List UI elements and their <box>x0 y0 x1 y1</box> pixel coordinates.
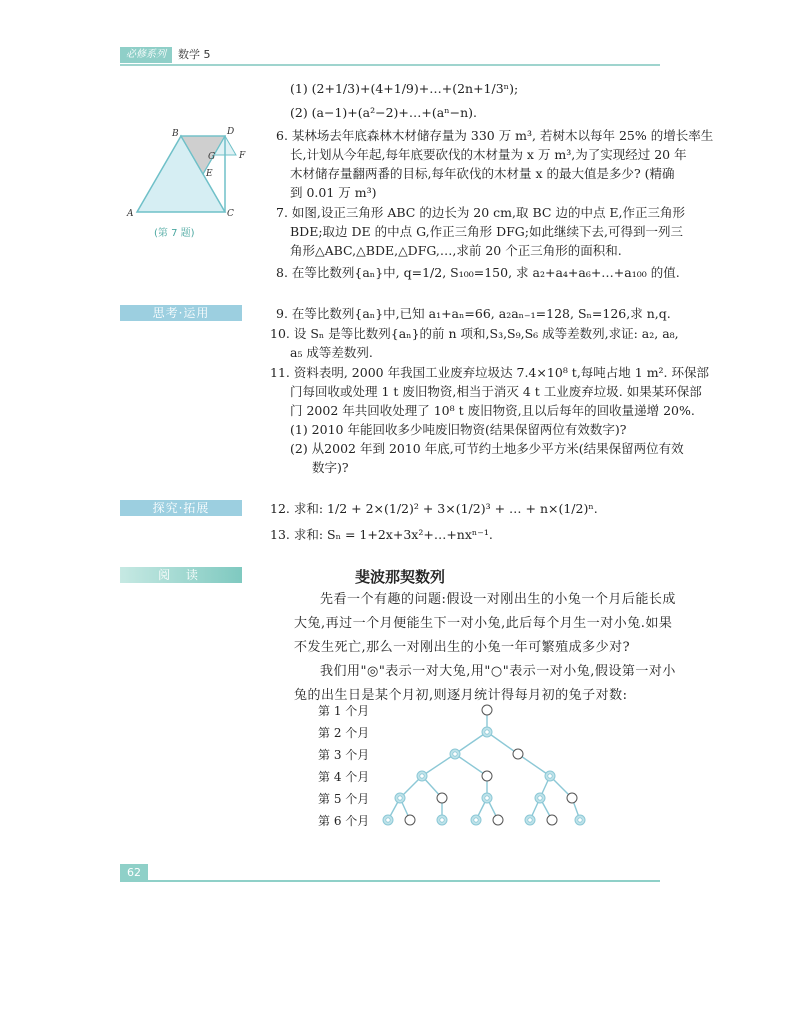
header-book-title: 数学 5 <box>178 48 211 61</box>
exercise-6-line1: 6. 某林场去年底森林木材储存量为 330 万 m³, 若树木以每年 25% 的增长率生 <box>276 128 714 143</box>
adult-rabbit-node-inner <box>440 818 444 822</box>
label-C: C <box>227 209 234 219</box>
exercise-11-line1: 11. 资料表明, 2000 年我国工业废弃垃圾达 7.4×10⁸ t,每吨占地 1 m². 环保部 <box>270 365 710 380</box>
reading-paragraph-1: 先看一个有趣的问题:假设一对刚出生的小兔一个月后能长成大兔,再过一个月便能生下一对小兔,此后每个月生一对小兔.如果不发生死亡,那么一对刚出生的小兔一年可繁殖成多少对? <box>294 592 676 655</box>
tree-edge <box>455 732 487 754</box>
section-tag-explore: 探究·拓展 <box>120 500 242 516</box>
exercise-6-line4: 到 0.01 万 m³) <box>290 185 377 200</box>
section-tag-reading: 阅 读 <box>120 567 242 583</box>
adult-rabbit-node-inner <box>453 752 457 756</box>
label-G: G <box>208 152 216 162</box>
exercise-5-2: (2) (a−1)+(a²−2)+…+(aⁿ−n). <box>290 105 477 120</box>
label-E: E <box>206 169 213 179</box>
young-rabbit-node <box>482 771 492 781</box>
tree-edge <box>487 732 518 754</box>
exercise-7-line3: 角形△ABC,△BDE,△DFG,…,求前 20 个正三角形的面积和. <box>290 243 622 258</box>
exercise-11-part2: (2) 从2002 年到 2010 年底,可节约土地多少平方米(结果保留两位有效 <box>290 441 684 456</box>
tree-edge <box>518 754 550 776</box>
month-label-6: 第 6 个月 <box>318 814 370 828</box>
adult-rabbit-node-inner <box>485 796 489 800</box>
month-label-5: 第 5 个月 <box>318 792 370 806</box>
adult-rabbit-node-inner <box>386 818 390 822</box>
label-D: D <box>227 127 235 137</box>
young-rabbit-node <box>482 705 492 715</box>
page-number: 62 <box>120 864 148 882</box>
exercise-11-part2-cont: 数字)? <box>312 460 349 475</box>
exercise-7-line1: 7. 如图,设正三角形 ABC 的边长为 20 cm,取 BC 边的中点 E,作正三角形 <box>276 205 686 220</box>
exercise-6-line2: 长,计划从今年起,每年底要砍伐的木材量为 x 万 m³,为了实现经过 20 年 <box>290 147 687 162</box>
exercise-5-1: (1) (2+1/3)+(4+1/9)+…+(2n+1/3ⁿ); <box>290 81 519 96</box>
young-rabbit-node <box>567 793 577 803</box>
label-F: F <box>239 151 246 161</box>
reading-paragraph-2: 我们用"◎"表示一对大兔,用"○"表示一对小兔,假设第一对小兔的出生日是某个月初,则逐月统计得每月初的兔子对数: <box>294 664 676 703</box>
tree-edge <box>422 754 455 776</box>
figure-caption: (第 7 题) <box>154 228 195 239</box>
month-label-4: 第 4 个月 <box>318 770 370 784</box>
exercise-10-line2: a₅ 成等差数列. <box>290 345 373 360</box>
exercise-7-line2: BDE;取边 DE 的中点 G,作正三角形 DFG;如此继续下去,可得到一列三 <box>290 224 683 239</box>
exercise-12: 12. 求和: 1/2 + 2×(1/2)² + 3×(1/2)³ + … + n×(1/2)ⁿ. <box>270 501 598 516</box>
young-rabbit-node <box>405 815 415 825</box>
exercise-8: 8. 在等比数列{aₙ}中, q=1/2, S₁₀₀=150, 求 a₂+a₄+a₆+…+a₁₀₀ 的值. <box>276 265 680 280</box>
month-label-3: 第 3 个月 <box>318 748 370 762</box>
exercise-10-line1: 10. 设 Sₙ 是等比数列{aₙ}的前 n 项和,S₃,S₉,S₆ 成等差数列,求证: a₂, a₈, <box>270 326 679 341</box>
adult-rabbit-node-inner <box>474 818 478 822</box>
adult-rabbit-node-inner <box>578 818 582 822</box>
exercise-6-line3: 木材储存量翻两番的目标,每年砍伐的木材量 x 的最大值是多少? (精确 <box>290 166 675 181</box>
adult-rabbit-node-inner <box>548 774 552 778</box>
header-rule <box>120 64 660 66</box>
young-rabbit-node <box>513 749 523 759</box>
section-tag-think: 思考·运用 <box>120 305 242 321</box>
exercise-11-part1: (1) 2010 年能回收多少吨废旧物资(结果保留两位有效数字)? <box>290 422 627 437</box>
young-rabbit-node <box>437 793 447 803</box>
adult-rabbit-node-inner <box>538 796 542 800</box>
adult-rabbit-node-inner <box>485 730 489 734</box>
label-B: B <box>172 129 179 139</box>
fibonacci-rabbit-tree <box>380 700 600 830</box>
young-rabbit-node <box>493 815 503 825</box>
triangle-figure <box>126 124 256 224</box>
young-rabbit-node <box>547 815 557 825</box>
exercise-13: 13. 求和: Sₙ = 1+2x+3x²+…+nxⁿ⁻¹. <box>270 527 493 542</box>
month-label-1: 第 1 个月 <box>318 704 370 718</box>
exercise-11-line3: 门 2002 年共回收处理了 10⁸ t 废旧物资,且以后每年的回收量递增 20%. <box>290 403 695 418</box>
exercise-9: 9. 在等比数列{aₙ}中,已知 a₁+aₙ=66, a₂aₙ₋₁=128, Sₙ=126,求 n,q. <box>276 306 671 321</box>
footer-rule <box>148 880 660 882</box>
exercise-11-line2: 门每回收或处理 1 t 废旧物资,相当于消灭 4 t 工业废弃垃圾. 如果某环保部 <box>290 384 702 399</box>
label-A: A <box>127 209 134 219</box>
adult-rabbit-node-inner <box>528 818 532 822</box>
adult-rabbit-node-inner <box>398 796 402 800</box>
tree-edge <box>455 754 487 776</box>
reading-title: 斐波那契数列 <box>354 568 445 586</box>
header-series-badge: 必修系列 <box>120 47 172 63</box>
adult-rabbit-node-inner <box>420 774 424 778</box>
month-label-2: 第 2 个月 <box>318 726 370 740</box>
